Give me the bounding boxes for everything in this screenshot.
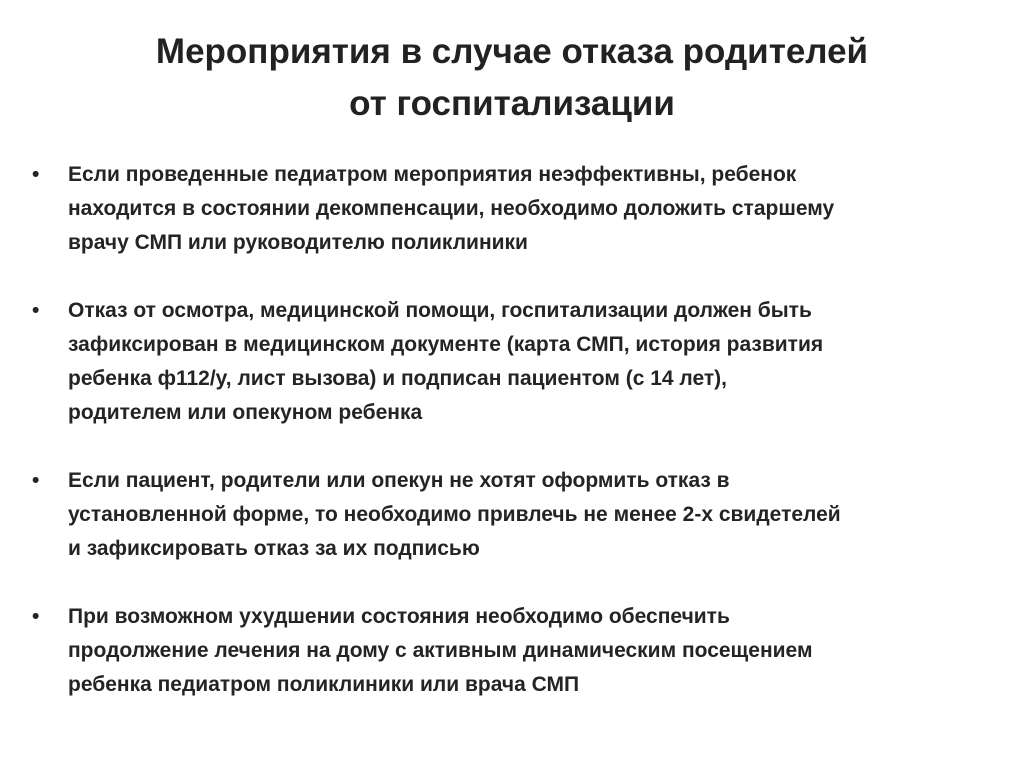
bullet-line: Если пациент, родители или опекун не хотят оформить отказ в (68, 469, 730, 492)
bullet-item-home-treatment (28, 600, 1008, 702)
bullet-text (68, 294, 1008, 430)
bullet-item-witnesses (28, 464, 1008, 566)
bullet-text (68, 464, 1008, 566)
bullet-line: зафиксирован в медицинском документе (карта СМП, история развития (68, 333, 824, 356)
bullet-line: Если проведенные педиатром мероприятия неэффективны, ребенок (68, 163, 797, 186)
bullet-item-record-refusal (28, 294, 1008, 430)
bullet-dot-icon: • (32, 299, 40, 322)
bullet-line: При возможном ухудшении состояния необходимо обеспечить (68, 605, 730, 628)
slide-title (60, 26, 964, 130)
slide-title-line: Мероприятия в случае отказа родителей (155, 32, 869, 71)
bullet-dot-icon: • (32, 605, 40, 628)
bullet-line: родителем или опекуном ребенка (68, 401, 423, 424)
bullet-line: и зафиксировать отказ за их подписью (68, 537, 480, 560)
slide-title-line: от госпитализации (349, 84, 675, 123)
bullet-text (68, 158, 1008, 260)
bullet-dot-icon: • (32, 163, 40, 186)
bullet-line: Отказ от осмотра, медицинской помощи, госпитализации должен быть (68, 299, 812, 322)
bullet-line: ребенка педиатром поликлиники или врача СМП (68, 673, 580, 696)
bullet-item-escalate-to-senior-doctor (28, 158, 1008, 260)
bullet-list (28, 158, 1008, 702)
bullet-dot-icon: • (32, 469, 40, 492)
bullet-line: врачу СМП или руководителю поликлиники (68, 231, 528, 254)
bullet-line: ребенка ф112/у, лист вызова) и подписан пациентом (с 14 лет), (68, 367, 728, 390)
bullet-line: установленной форме, то необходимо привлечь не менее 2-х свидетелей (68, 503, 841, 526)
bullet-line: продолжение лечения на дому с активным динамическим посещением (68, 639, 813, 662)
bullet-line: находится в состоянии декомпенсации, необходимо доложить старшему (68, 197, 835, 220)
bullet-text (68, 600, 1008, 702)
